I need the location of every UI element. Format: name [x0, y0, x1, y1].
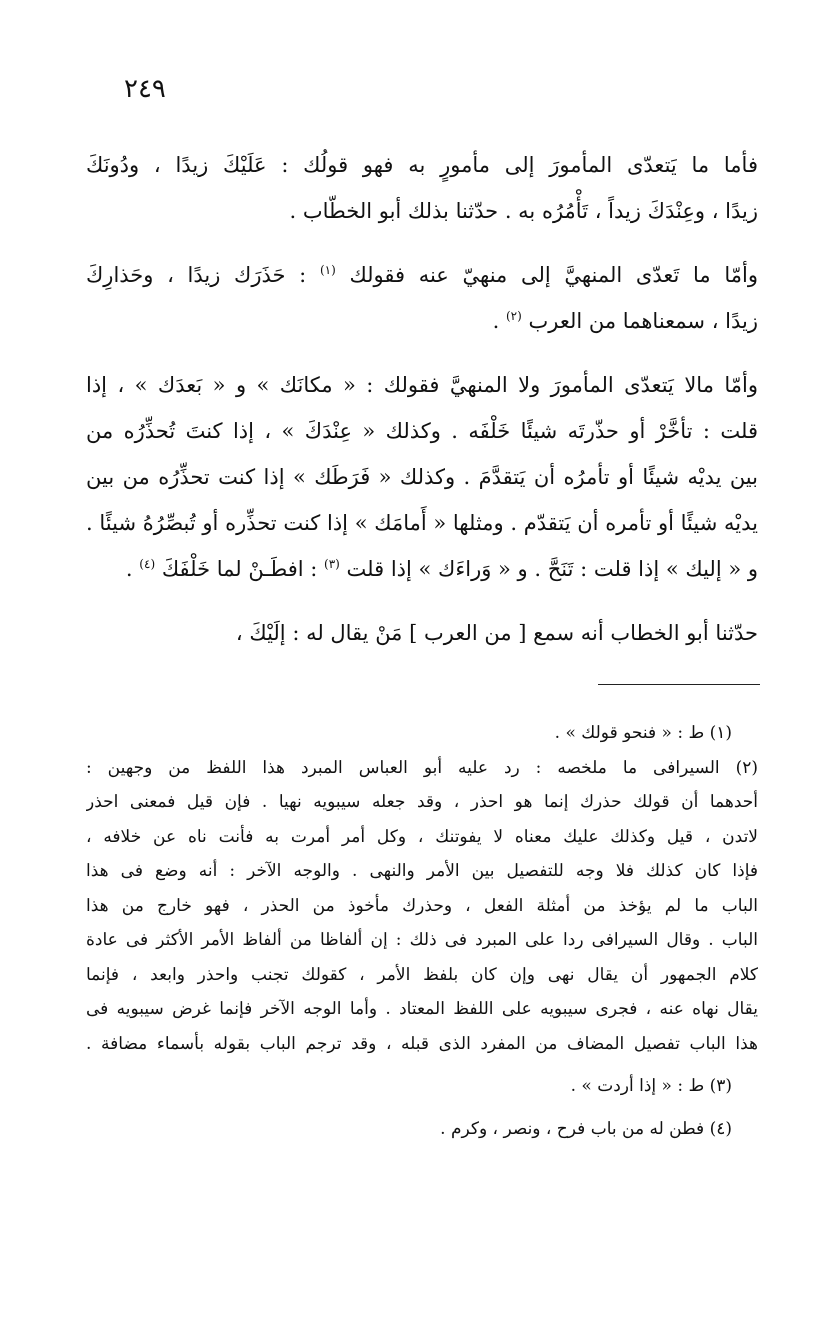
footnote-line: (٣) ط : « إذا أردت » .: [570, 1076, 732, 1096]
text-segment: : حَذَرَك زيدًا ، وحَذارِكَ: [86, 263, 307, 287]
text-segment: .: [125, 557, 133, 581]
footnotes: [86, 716, 758, 1146]
text-line: يديْه شيئًا أو تأمره أن يَتقدّم . ومثلها « أَمامَك » إذا كنت تحذِّره أو تُبصِّرُهُ شيئًا .: [86, 511, 758, 535]
footnote-line: فإذا كان كذلك فلا وجه للتفصيل بين الأمر والنهى . والوجه الآخر : أنه وضع فى هذا: [86, 861, 758, 881]
text-line: قلت : تأخَّرْ أو حذّرتَه شيئًا خَلْفَه . وكذلك « عِنْدَكَ » ، إذا كنتَ تُحذِّرُه من: [86, 419, 758, 443]
footnote-line: (٢) السيرافى ما ملخصه : رد عليه أبو العباس المبرد هذا اللفظ من وجهين :: [86, 757, 758, 778]
footnote-line: (١) ط : « فنحو قولك » .: [554, 723, 732, 743]
text-line: [86, 546, 758, 592]
footnote-line: هذا الباب تفصيل المضاف من المفرد الذى قبله ، وقد ترجم الباب بقوله بأسماء مضافة .: [86, 1033, 758, 1054]
footnote-line: (٤) فطن له من باب فرح ، ونصر ، وكرم .: [440, 1118, 732, 1139]
text-line: زيدًا ، وعِنْدَكَ زيداً ، تَأْمُرُه به . حدّثنا بذلك أبو الخطّاب .: [289, 199, 758, 223]
footnote-line: لاتدن ، قيل وكذلك عليك معناه لا يفوتنك ، وكل أمر أمرت به فأنت ناه عن خلافه ،: [86, 826, 758, 847]
footnote-line: الباب ما لم يؤخذ من أمثلة الفعل ، وحذرك مأخوذ من الحذر ، فهو خارج من هذا: [86, 895, 758, 916]
main-text: [86, 142, 758, 656]
footnote-ref: (٣): [324, 557, 340, 571]
text-line: [86, 298, 758, 344]
footnote-line: أحدهما أن قولك حذرك إنما هو احذر ، وقد جعله سيبويه نهيا . فإن قيل فمعنى احذر: [86, 792, 758, 812]
text-segment: و « إليك » إذا قلت : تَنَحَّ . و « وَراءَك » إذا قلت: [346, 557, 758, 581]
footnote-divider: [598, 684, 760, 685]
text-segment: .: [492, 309, 500, 333]
footnote-line: الباب . وقال السيرافى ردا على المبرد فى ذلك : إن ألفاظا من ألفاظ الأمر الأكثر فى عادة: [86, 930, 758, 950]
text-segment: زيدًا ، سمعناهما من العرب: [528, 309, 758, 333]
footnote-line: يقال نهاه عنه ، فجرى سيبويه على اللفظ المعتاد . وأما الوجه الآخر فإنما غرض سيبويه فى: [86, 999, 758, 1019]
text-line: [86, 252, 758, 298]
footnote-ref: (٤): [139, 557, 156, 571]
text-line: فأما ما يَتعدّى المأمورَ إلى مأمورٍ به فهو قولُك : عَلَيْكَ زيدًا ، ودُونَكَ: [86, 153, 758, 177]
text-line: وأمّا مالا يَتعدّى المأمورَ ولا المنهيَّ فقولك : « مكانَك » و « بَعدَك » ، إذا: [86, 373, 758, 397]
text-line: بين يديْه شيئًا أو تأمرُه أن يَتقدَّمَ . وكذلك « فَرَطَك » إذا كنت تحذِّرُه من بين: [86, 465, 758, 489]
footnote-line: كلام الجمهور أن يقال نهى وإن كان بلفظ الأمر ، كقولك تجنب واحذر وابعد ، فإنما: [86, 964, 758, 985]
text-segment: : افطَـنْ لما خَلْفَكَ: [161, 557, 318, 581]
text-segment: وأمّا ما تَعدّى المنهيَّ إلى منهيّ عنه فقولك: [349, 263, 758, 287]
text-line: حدّثنا أبو الخطاب أنه سمع [ من العرب ] مَنْ يقال له : إلَيْكَ ،: [235, 621, 758, 645]
footnote-ref: (٢): [505, 309, 522, 323]
page-number: ٢٤٩: [124, 74, 166, 104]
footnote-ref: (١): [319, 263, 336, 277]
